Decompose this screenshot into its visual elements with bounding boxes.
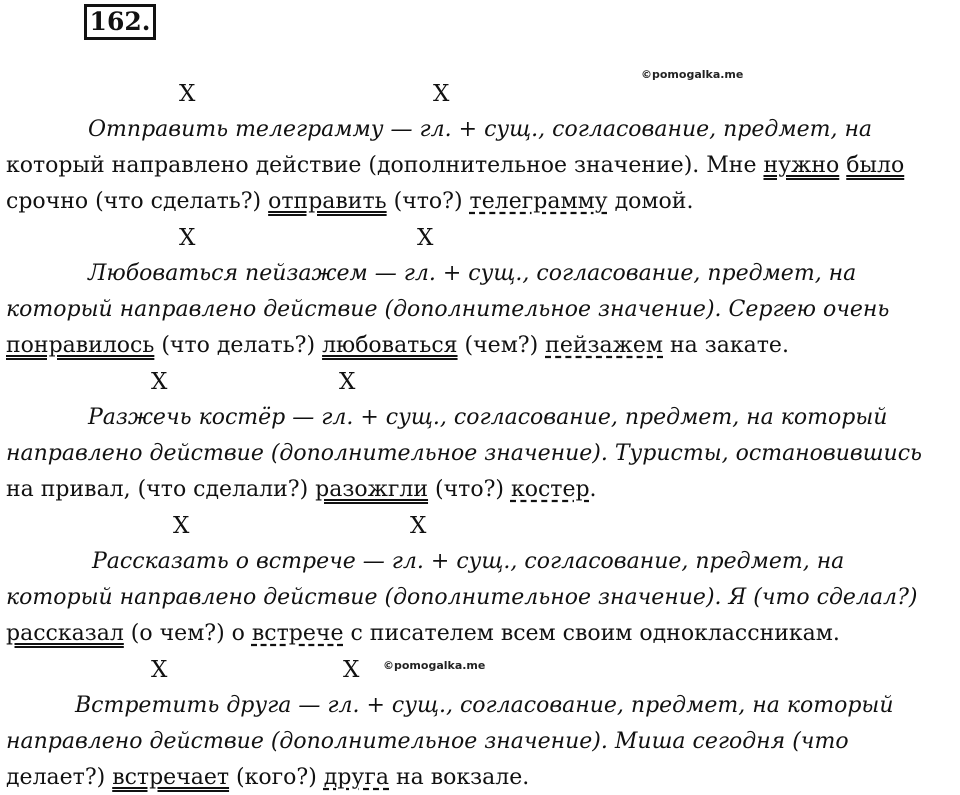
phrase-title: Отправить телеграмму <box>88 117 384 142</box>
watermark: ©pomogalka.me <box>383 659 486 672</box>
sentence-text: с писателем всем своим одноклассникам. <box>343 621 840 646</box>
paragraph-1-line-2 <box>6 151 904 181</box>
predicate-word: разожгли <box>315 477 429 502</box>
sentence-text: (что делать?) <box>154 333 323 358</box>
predicate-word: рассказал <box>6 621 124 646</box>
paragraph-3-line-2: направлено действие (дополнительное значение). Туристы, остановившись <box>6 441 923 466</box>
phrase-description: — гл. + сущ., согласование, предмет, на <box>355 549 845 574</box>
predicate-word: отправить <box>268 189 387 214</box>
phrase-title: Любоваться пейзажем <box>88 261 368 286</box>
x-mark: X <box>179 81 196 107</box>
predicate-word: понравилось <box>6 333 155 358</box>
object-word: встрече <box>251 621 344 646</box>
sentence-text: (что?) <box>428 477 511 502</box>
x-mark: X <box>179 225 196 251</box>
phrase-title: Разжечь костёр <box>88 405 286 430</box>
watermark: ©pomogalka.me <box>641 68 744 81</box>
sentence-text: делает?) <box>6 765 113 790</box>
object-word: пейзажем <box>545 333 664 358</box>
x-mark: X <box>343 657 360 683</box>
predicate-word: встречает <box>112 765 230 790</box>
sentence-text: на привал, (что сделали?) <box>6 477 316 502</box>
sentence-text: срочно (что сделать?) <box>6 189 269 214</box>
phrase-description: — гл. + сущ., согласование, предмет, на <box>383 117 873 142</box>
paragraph-4-line-2: который направлено действие (дополнительное значение). Я (что сделал?) <box>6 585 918 610</box>
sentence-text: (чем?) <box>457 333 546 358</box>
sentence-text: на закате. <box>663 333 789 358</box>
x-mark: X <box>151 657 168 683</box>
paragraph-3-line-3 <box>6 475 597 505</box>
sentence-text: (кого?) <box>229 765 324 790</box>
x-mark: X <box>417 225 434 251</box>
paragraph-5-line-3 <box>6 763 529 793</box>
paragraph-1-line-3 <box>6 187 693 217</box>
phrase-description: — гл. + сущ., согласование, предмет, на который <box>285 405 888 430</box>
object-word: телеграмму <box>469 189 608 214</box>
exercise-number: 162. <box>84 4 156 40</box>
x-mark: X <box>433 81 450 107</box>
paragraph-3-line-1 <box>88 403 887 433</box>
phrase-description: — гл. + сущ., согласование, предмет, на который <box>291 693 894 718</box>
object-word: друга <box>323 765 389 790</box>
phrase-description: — гл. + сущ., согласование, предмет, на <box>367 261 857 286</box>
x-mark: X <box>173 513 190 539</box>
phrase-title: Рассказать о встрече <box>92 549 356 574</box>
paragraph-5-line-1 <box>75 691 894 721</box>
object-word: костер <box>510 477 590 502</box>
paragraph-2-line-1 <box>88 259 856 289</box>
paragraph-5-line-2: направлено действие (дополнительное значение). Миша сегодня (что <box>6 729 849 754</box>
paragraph-4-line-3 <box>6 619 840 649</box>
sentence-text: домой. <box>607 189 694 214</box>
predicate-word: было <box>846 153 905 178</box>
paragraph-1-line-1 <box>88 115 872 145</box>
x-mark: X <box>339 369 356 395</box>
phrase-title: Встретить друга <box>75 693 292 718</box>
paragraph-4-line-1 <box>92 547 844 577</box>
paragraph-2-line-3 <box>6 331 789 361</box>
x-mark: X <box>151 369 168 395</box>
sentence-text: . <box>589 477 597 502</box>
sentence-text: который направлено действие (дополнительное значение). Мне <box>6 153 764 178</box>
sentence-text: (что?) <box>386 189 470 214</box>
sentence-text: на вокзале. <box>389 765 530 790</box>
predicate-word: любоваться <box>322 333 458 358</box>
x-mark: X <box>410 513 427 539</box>
predicate-word: нужно <box>763 153 840 178</box>
paragraph-2-line-2: который направлено действие (дополнительное значение). Сергею очень <box>6 297 890 322</box>
sentence-text: (о чем?) о <box>123 621 252 646</box>
